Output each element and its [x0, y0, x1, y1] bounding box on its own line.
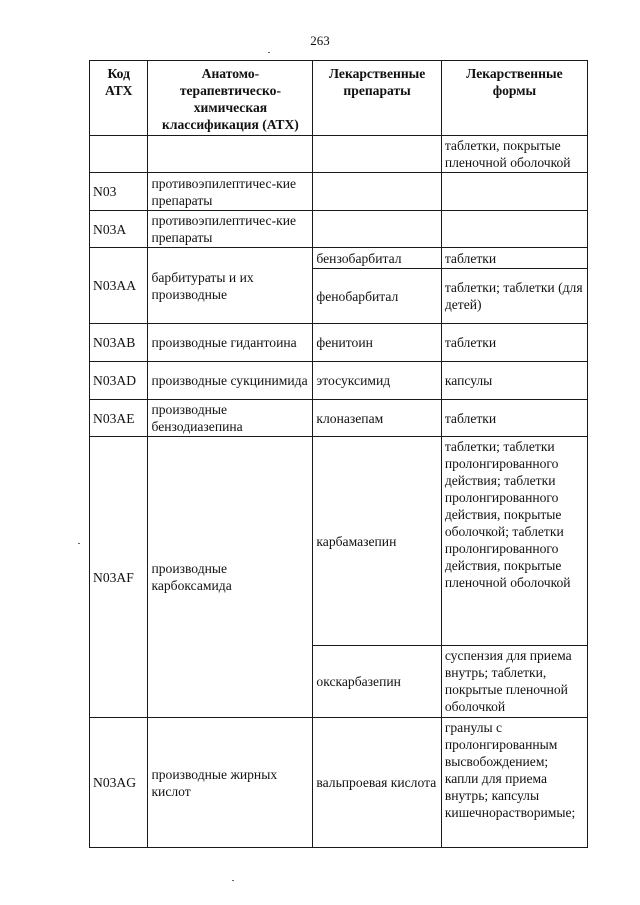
drug-name: клоназепам [313, 400, 441, 437]
atx-name: производные карбоксамида [148, 437, 313, 718]
atx-name: производные гидантоина [148, 324, 313, 362]
atx-name: производные жирных кислот [148, 718, 313, 848]
atx-code: N03AF [90, 437, 148, 718]
drug-name: карбамазепин [313, 437, 441, 646]
dosage-form: таблетки, покрытые пленочной оболочкой [441, 136, 587, 173]
table-row [90, 718, 588, 848]
atx-code: N03 [90, 173, 148, 211]
dosage-form: капсулы [441, 362, 587, 400]
table-row [90, 211, 588, 248]
page-number: 263 [310, 33, 330, 48]
table-row [90, 400, 588, 437]
dosage-form: гранулы с пролонгированным высвобождением; капли для приема внутрь; капсулы кишечнорастворимые; [441, 718, 587, 848]
header-code: Код АТХ [90, 61, 148, 136]
atx-code: N03AD [90, 362, 148, 400]
atx-name: производные сукцинимида [148, 362, 313, 400]
dosage-form: таблетки; таблетки (для детей) [441, 269, 587, 324]
atx-code: N03A [90, 211, 148, 248]
scan-speck [78, 543, 80, 544]
drug-name: фенитоин [313, 324, 441, 362]
atx-table [89, 60, 588, 848]
atx-name: противоэпилептичес-кие препараты [148, 173, 313, 211]
scan-speck [268, 52, 270, 53]
table-row [90, 362, 588, 400]
header-drugs: Лекарственные препараты [313, 61, 441, 136]
atx-code: N03AA [90, 248, 148, 324]
table-header-row [90, 61, 588, 136]
atx-code: N03AG [90, 718, 148, 848]
dosage-form: таблетки [441, 248, 587, 269]
drug-name: этосуксимид [313, 362, 441, 400]
dosage-form: таблетки; таблетки пролонгированного действия; таблетки пролонгированного действия, покрытые оболочкой; таблетки пролонгированного действия, покрытые пленочной оболочкой [441, 437, 587, 646]
table-row [90, 324, 588, 362]
drug-name: бензобарбитал [313, 248, 441, 269]
drug-name: вальпроевая кислота [313, 718, 441, 848]
table-row [90, 173, 588, 211]
dosage-form: таблетки [441, 324, 587, 362]
atx-code: N03AE [90, 400, 148, 437]
atx-code: N03AB [90, 324, 148, 362]
dosage-form: суспензия для приема внутрь; таблетки, покрытые пленочной оболочкой [441, 646, 587, 718]
table-row [90, 136, 588, 173]
dosage-form: таблетки [441, 400, 587, 437]
table-row [90, 437, 588, 646]
atx-name: барбитураты и их производные [148, 248, 313, 324]
table-row [90, 248, 588, 269]
drug-name: окскарбазепин [313, 646, 441, 718]
header-forms: Лекарственные формы [441, 61, 587, 136]
drug-name: фенобарбитал [313, 269, 441, 324]
header-classification: Анатомо-терапевтическо-химическая классификация (АТХ) [148, 61, 313, 136]
scan-speck [232, 880, 234, 881]
atx-name: противоэпилептичес-кие препараты [148, 211, 313, 248]
atx-name: производные бензодиазепина [148, 400, 313, 437]
